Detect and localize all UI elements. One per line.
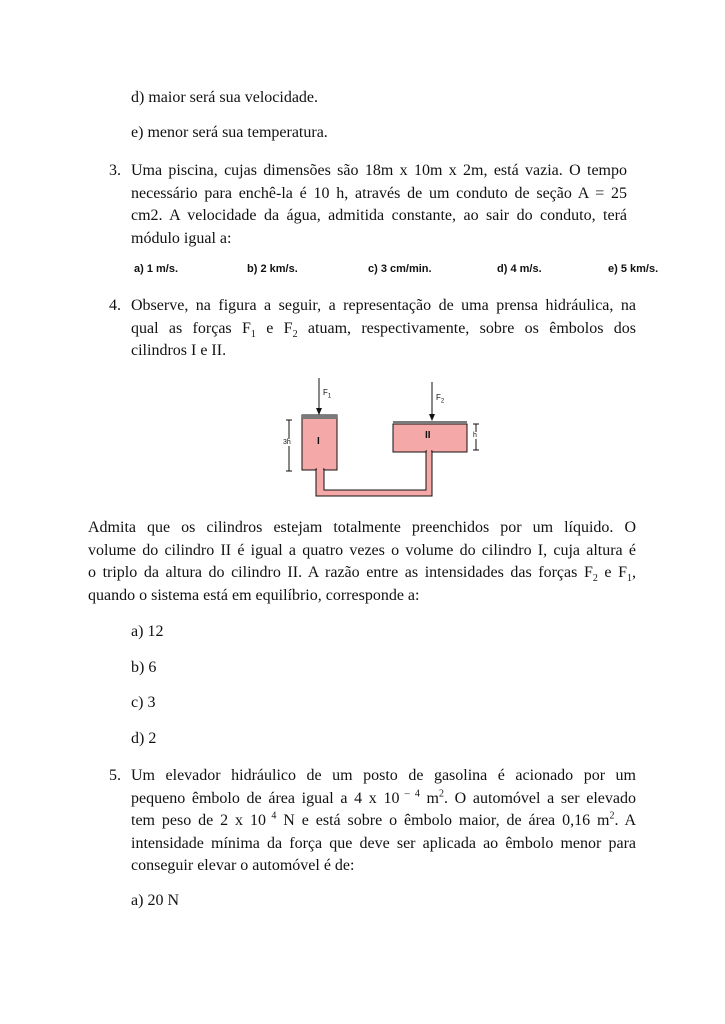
height-h-label: h — [473, 432, 477, 439]
text-line: cm2. A velocidade da água, admitida constante, ao sair do conduto, terá — [131, 207, 627, 224]
prev-option-e — [131, 123, 328, 143]
question-4-number: 4. — [109, 297, 121, 314]
q4-option-c: c) 3 — [131, 694, 156, 711]
q3-option-d: d) 4 m/s. — [497, 263, 542, 275]
text-line: pequeno êmbolo de área igual a 4 x 10 $^{- 4}$ $m^2$. O automóvel a ser elevado — [131, 788, 637, 807]
q4-option-a: a) 12 — [131, 623, 164, 640]
option-label: d) — [131, 89, 145, 106]
text-line: necessário para enchê-la é 10 h, através de um conduto de seção A = 25 — [131, 184, 627, 202]
text-line: quando o sistema está em equilíbrio, corresponde a: — [88, 586, 420, 604]
f2-label: $F_2$ — [436, 393, 445, 405]
arrow-f1-icon — [316, 408, 322, 415]
q3-option-e: e) 5 km/s. — [608, 263, 659, 275]
text-line: tem peso de 2 x 10 $^4$ N e está sobre o êmbolo maior, de área 0,16 $m^2$. A — [131, 810, 637, 829]
question-3-text — [131, 160, 627, 250]
option-text: maior será sua velocidade. — [148, 89, 319, 106]
text-line: Um elevador hidráulico de um posto de gasolina é acionado por um — [131, 767, 636, 784]
arrow-f2-icon — [429, 414, 435, 421]
question-5-number: 5. — [109, 767, 121, 784]
piston-1 — [302, 415, 337, 419]
question-3-options — [0, 263, 725, 277]
q3-option-b: b) 2 km/s. — [247, 263, 298, 275]
question-4-body — [88, 517, 636, 607]
text-line: qual as forças $F_1$ e $F_2$ atuam, respectivamente, sobre os êmbolos dos — [131, 319, 636, 340]
text-line: módulo igual a: — [131, 229, 232, 247]
text-line: volume do cilindro II é igual a quatro vezes o volume do cilindro I, cuja altura é — [88, 541, 636, 559]
q4-option-b: b) 6 — [131, 659, 157, 676]
hydraulic-press-figure — [280, 375, 480, 500]
cylinder-1-label: I — [317, 436, 320, 447]
option-text: menor será sua temperatura. — [147, 124, 328, 141]
text-line: intensidade mínima da força que deve ser aplicada ao êmbolo menor para — [131, 834, 636, 852]
q5-option-a: a) 20 N — [131, 892, 179, 909]
q3-option-a: a) 1 m/s. — [134, 263, 179, 275]
option-label: e) — [131, 124, 144, 141]
text-line: Uma piscina, cujas dimensões são 18m x 10m x 2m, está vazia. O tempo — [131, 162, 627, 179]
text-line: Observe, na figura a seguir, a representação de uma prensa hidráulica, na — [131, 297, 636, 314]
text-line: cilindros I e II. — [131, 342, 227, 359]
question-3-number: 3. — [109, 162, 121, 179]
cylinder-2-label: II — [425, 430, 431, 441]
height-3h-label: 3h — [283, 439, 291, 446]
question-5-text — [131, 765, 636, 878]
q4-option-d: d) 2 — [131, 730, 157, 747]
question-4-text — [131, 295, 636, 363]
text-line: o triplo da altura do cilindro II. A razão entre as intensidades das forças $F_2$ e $F_1$, — [88, 564, 636, 585]
prev-option-d — [131, 88, 318, 108]
piston-2 — [393, 421, 467, 424]
text-line: Admita que os cilindros estejam totalmente preenchidos por um líquido. O — [88, 519, 636, 536]
q3-option-c: c) 3 cm/min. — [368, 263, 432, 275]
f1-label: $F_1$ — [323, 388, 332, 400]
text-line: conseguir elevar o automóvel é de: — [131, 857, 355, 874]
